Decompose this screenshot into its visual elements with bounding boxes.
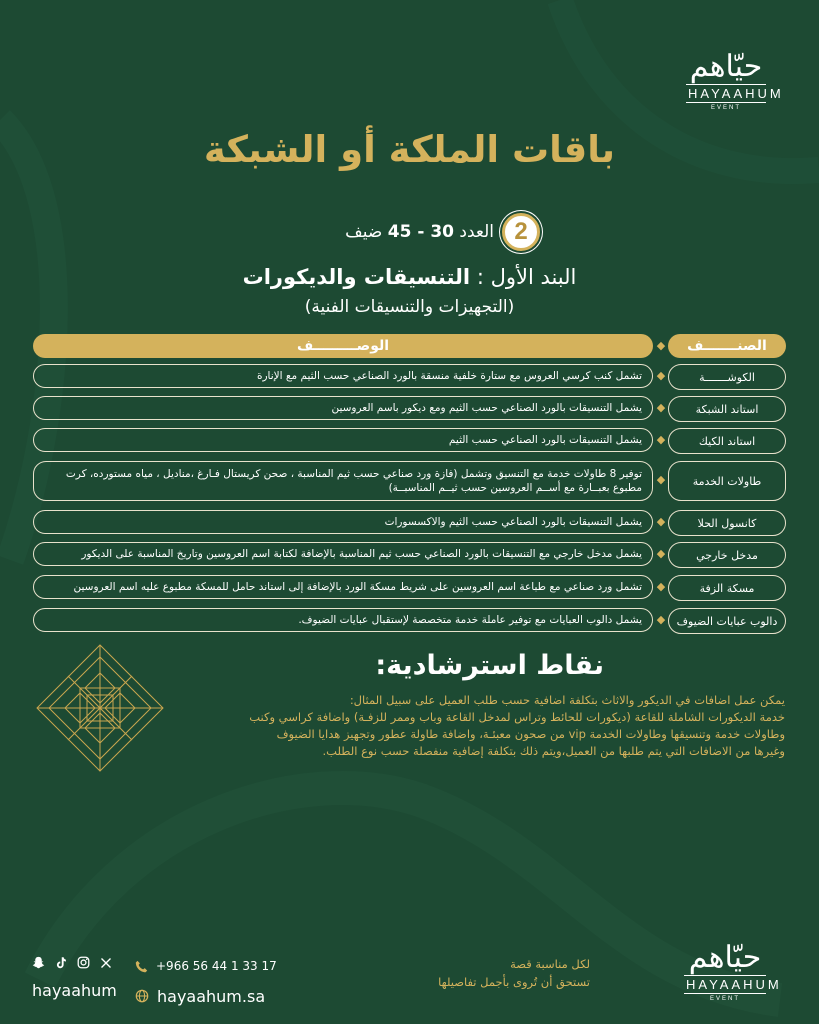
brand-name: HAYAAHUM [688, 86, 784, 101]
globe-icon [135, 989, 149, 1003]
separator-icon: ◆ [656, 613, 666, 626]
guests-label: ضيف [345, 222, 383, 242]
table-row-category: الكوشـــــــة [668, 364, 786, 390]
website-link[interactable]: hayaahum.sa [157, 986, 266, 1006]
table-row-description: يشمل مدخل خارجي مع التنسيقات بالورد الصناعي حسب ثيم المناسبة بالإضافة لكتابة اسم العروسين وتاريخ المناسبة على الديكور [33, 542, 653, 566]
brand-name: HAYAAHUM [686, 977, 782, 992]
instagram-icon[interactable] [77, 956, 90, 972]
notes-line: وغيرها من الاضافات التي يتم طلبها من العميل،ويتم ذلك بتكلفة إضافية منفصلة حسب نوع الطلب. [322, 744, 785, 758]
table-row-description: تشمل ورد صناعي مع طباعة اسم العروسين على شريط مسكة الورد بالإضافة إلى استاند حامل للمسكة مطبوع عليه اسم العروسين [33, 575, 653, 599]
tagline-line-1: لكل مناسبة قصة [510, 957, 590, 971]
contact-block [135, 955, 277, 1007]
package-number-badge: 2 [502, 213, 540, 251]
separator-icon: ◆ [656, 515, 666, 528]
table-row-description: يشمل التنسيقات بالورد الصناعي حسب الثيم والاكسسورات [33, 510, 653, 534]
guest-count [345, 222, 494, 242]
brand-script: حيّاهم [688, 940, 762, 975]
table-row-description: تشمل كنب كرسي العروس مع ستارة خلفية منسقة بالورد الصناعي حسب الثيم مع الإنارة [33, 364, 653, 388]
separator-icon: ◆ [656, 401, 666, 414]
table-row-description: يشمل دالوب العبايات مع توفير عاملة خدمة متخصصة لإستقبال عبايات الضيوف. [33, 608, 653, 632]
separator-icon: ◆ [656, 473, 666, 486]
section-label: البند الأول : [476, 265, 577, 289]
table-row-category: استاند الكيك [668, 428, 786, 454]
table-row-description: يشمل التنسيقات بالورد الصناعي حسب الثيم ومع ديكور باسم العروسين [33, 396, 653, 420]
brand-script: حيّاهم [689, 49, 763, 84]
separator-icon: ◆ [656, 433, 666, 446]
social-block [32, 955, 117, 1000]
footer-tagline [430, 955, 590, 991]
section-heading [0, 265, 819, 289]
page-title: باقات الملكة أو الشبكة [203, 128, 616, 171]
section-subtitle: (التجهيزات والتنسيقات الفنية) [304, 297, 515, 317]
separator-icon: ◆ [656, 339, 666, 352]
separator-icon: ◆ [656, 369, 666, 382]
tagline-line-2: تستحق أن تُروى بأجمل تفاصيلها [438, 975, 590, 989]
table-row-category: طاولات الخدمة [668, 461, 786, 501]
phone-icon [135, 960, 148, 973]
phone-number[interactable]: +966 56 44 1 33 17 [156, 959, 277, 973]
notes-line: خدمة الديكورات الشاملة للقاعة (ديكورات للحائط وتراس لمدخل القاعة وباب وممر للزفـة) واضافة كراسي وكنب [249, 710, 785, 724]
brand-logo-bottom [684, 940, 782, 1002]
notes-line: وطاولات خدمة وتنسيقها وطاولات الخدمة vip من صحون معبئـة، واضافة طاولة عطور وتجهيز هدايا الضيوف [276, 727, 785, 741]
x-twitter-icon[interactable] [100, 957, 112, 972]
count-label: العدد [459, 222, 494, 242]
table-row-description: توفير 8 طاولات خدمة مع التنسيق وتشمل (فازة ورد صناعي حسب ثيم المناسبة ، صحن كريستال فـارغ ،مناديل ، مياه مستورده، كرت مطبوع بعبــارة مع أســم العروسين حسب ثيــم المناسبــة) [33, 461, 653, 501]
geometric-ornament-icon [35, 643, 165, 777]
table-row-description: يشمل التنسيقات بالورد الصناعي حسب الثيم [33, 428, 653, 452]
notes-body [200, 692, 785, 760]
separator-icon: ◆ [656, 580, 666, 593]
social-handle[interactable]: hayaahum [32, 981, 117, 1000]
package-count-row [300, 212, 540, 252]
brand-logo-top [686, 49, 784, 111]
table-row-category: كانسول الحلا [668, 510, 786, 536]
table-header-category: الصنـــــــف [668, 334, 786, 358]
table-row-category: دالوب عبايات الضيوف [668, 608, 786, 634]
notes-title: نقاط استرشادية: [375, 650, 604, 681]
brand-sub: EVENT [710, 105, 741, 111]
table-row-category: استاند الشبكة [668, 396, 786, 422]
table-row-category: مدخل خارجي [668, 542, 786, 568]
notes-line: يمكن عمل اضافات في الديكور والاثاث بتكلفة اضافية حسب طلب العميل على سبيل المثال: [349, 693, 785, 707]
snapchat-icon[interactable] [32, 956, 45, 972]
tiktok-icon[interactable] [55, 956, 67, 972]
section-name: التنسيقات والديكورات [242, 265, 471, 289]
separator-icon: ◆ [656, 547, 666, 560]
table-header-description: الوصـــــــــف [33, 334, 653, 358]
brand-sub: EVENT [709, 996, 740, 1002]
guest-range: 30 - 45 [387, 222, 454, 242]
table-row-category: مسكة الزفة [668, 575, 786, 601]
